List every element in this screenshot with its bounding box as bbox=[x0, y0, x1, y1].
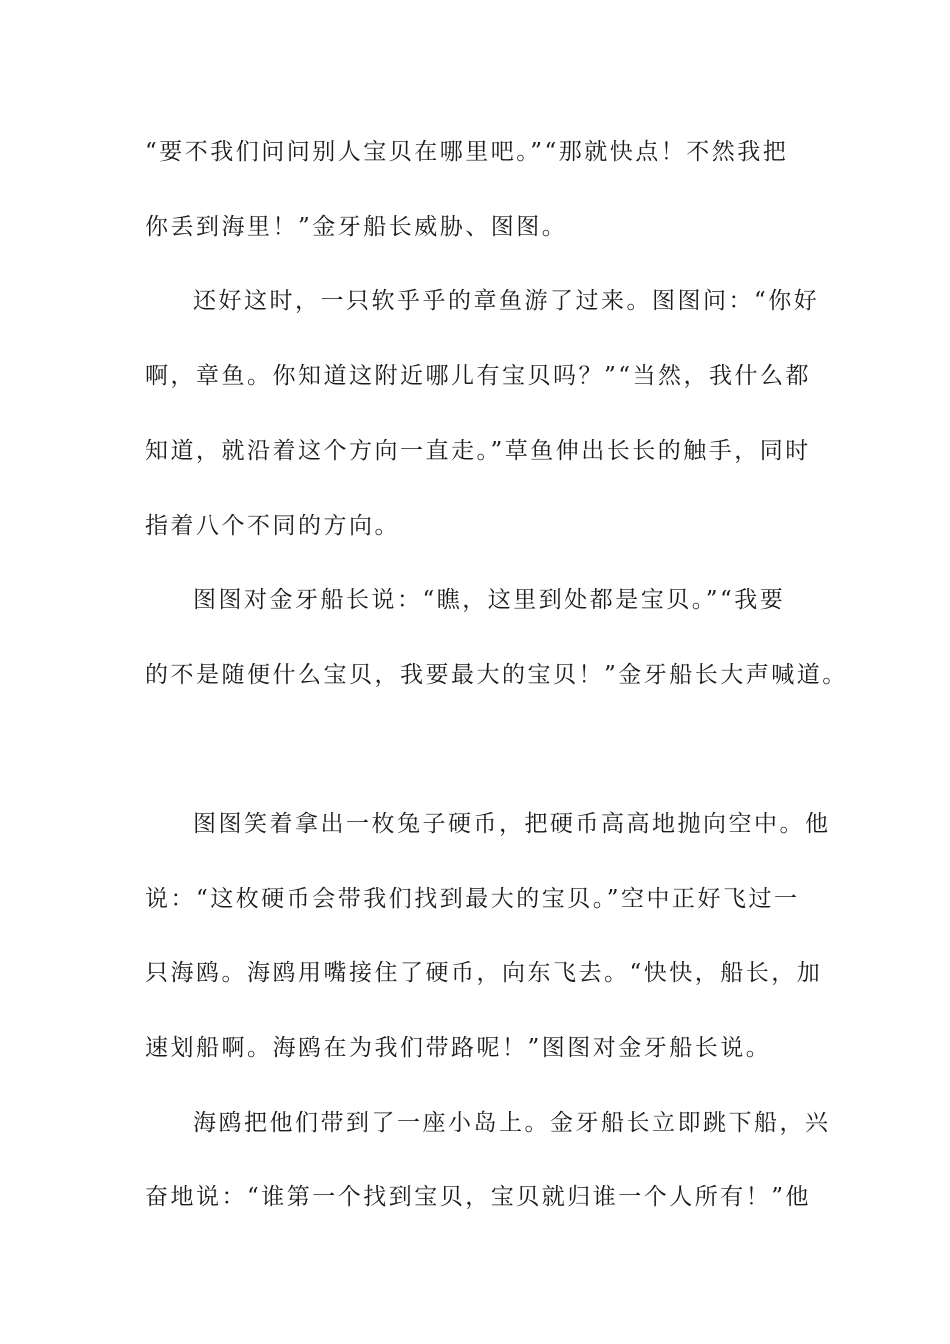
text-line: 指着八个不同的方向。 bbox=[145, 513, 400, 539]
text-line: 知道，就沿着这个方向一直走。”草鱼伸出长长的触手，同时 bbox=[145, 438, 811, 464]
paragraph-start-line: 还好这时，一只软乎乎的章鱼游了过来。图图问：“你好 bbox=[193, 288, 820, 314]
text-line: 只海鸥。海鸥用嘴接住了硬币，向东飞去。“快快，船长，加 bbox=[145, 960, 823, 986]
text-line: 速划船啊。海鸥在为我们带路呢！”图图对金牙船长说。 bbox=[145, 1035, 772, 1061]
paragraph-start-line: 海鸥把他们带到了一座小岛上。金牙船长立即跳下船，兴 bbox=[193, 1110, 831, 1136]
text-line: “要不我们问问别人宝贝在哪里吧。”“那就快点！不然我把 bbox=[145, 139, 789, 165]
paragraph-start-line: 图图笑着拿出一枚兔子硬币，把硬币高高地抛向空中。他 bbox=[193, 811, 831, 837]
text-line: 说：“这枚硬币会带我们找到最大的宝贝。”空中正好飞过一 bbox=[145, 886, 800, 912]
text-line: 的不是随便什么宝贝，我要最大的宝贝！”金牙船长大声喊道。 bbox=[145, 662, 848, 688]
paragraph-start-line: 图图对金牙船长说：“瞧，这里到处都是宝贝。”“我要 bbox=[193, 587, 786, 613]
text-line: 你丢到海里！”金牙船长威胁、图图。 bbox=[145, 214, 568, 240]
text-line: 啊，章鱼。你知道这附近哪儿有宝贝吗？”“当然，我什么都 bbox=[145, 363, 812, 389]
text-line: 奋地说：“谁第一个找到宝贝，宝贝就归谁一个人所有！”他 bbox=[145, 1184, 812, 1210]
